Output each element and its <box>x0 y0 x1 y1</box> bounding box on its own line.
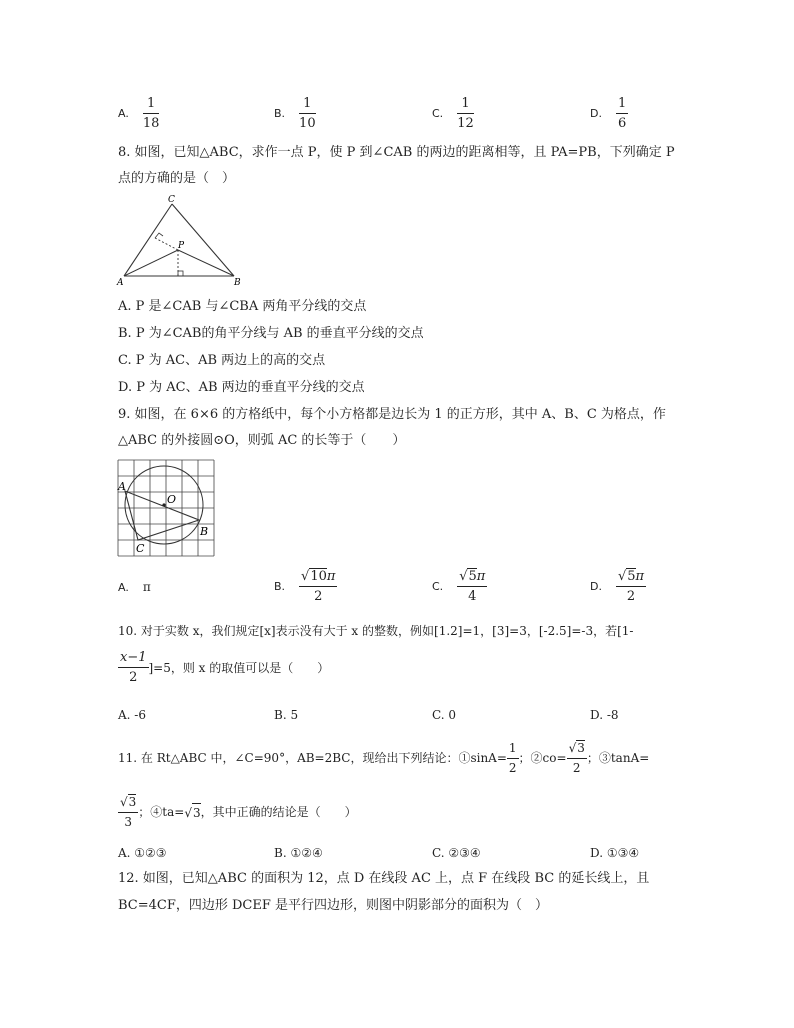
fraction: $\frac{1}{2}$ <box>508 740 517 775</box>
fraction: √ 3 3 <box>120 795 137 829</box>
q9-stem-line1: 9. 如图，在 6×6 的方格纸中，每个小方格都是边长为 1 的正方形，其中 A、B、C 为格点，作 <box>118 407 666 422</box>
q11-option-d[interactable]: D. ①③④ <box>590 846 640 860</box>
q10-option-d[interactable]: D. -8 <box>590 708 619 722</box>
fraction: $\frac{1}{10}$ <box>299 96 316 131</box>
q7-option-b[interactable] <box>274 96 316 131</box>
q9-option-c[interactable] <box>432 568 487 604</box>
q11-option-a[interactable]: A. ①②③ <box>118 846 167 860</box>
q9-grid-figure <box>116 458 216 558</box>
q7-option-a[interactable] <box>118 96 159 131</box>
side-bc <box>172 204 234 276</box>
q8-stem-line1: 8. 如图，已知△ABC，求作一点 P，使 P 到∠CAB 的两边的距离相等，且 PA=PB，下列确定 P <box>118 145 675 160</box>
perp-to-ac <box>155 238 178 250</box>
q8-option-a[interactable]: A. P 是∠CAB 与∠CBA 两角平分线的交点 <box>118 299 367 314</box>
label-o: O <box>167 493 177 506</box>
q9-option-a[interactable] <box>118 580 151 594</box>
fraction: √ 10 π 2 <box>301 569 336 604</box>
center-point <box>162 503 165 506</box>
label-a: A <box>118 480 126 493</box>
fraction: √ 3 2 <box>568 741 585 775</box>
label-c: C <box>136 542 145 555</box>
option-label: A. <box>118 580 129 594</box>
right-angle-mark <box>155 233 163 238</box>
option-label: C. <box>432 107 444 120</box>
q9-option-d[interactable] <box>590 568 646 604</box>
label-c: C <box>168 195 175 205</box>
option-label: B. <box>274 107 286 120</box>
right-angle-mark <box>178 271 183 276</box>
grid-6x6 <box>118 460 214 556</box>
option-label: A. <box>118 107 129 120</box>
q8-option-c[interactable]: C. P 为 AC、AB 两边上的高的交点 <box>118 353 326 368</box>
q10-stem-line1: 10. 对于实数 x，我们规定[x]表示没有大于 x 的整数，例如[1.2]=1，[3]=3，[-2.5]=-3，若[1- <box>118 624 634 638</box>
q7-option-d[interactable] <box>590 96 628 131</box>
sqrt: √ 3 <box>184 803 200 822</box>
q11-option-b[interactable]: B. ①②④ <box>274 846 323 860</box>
fraction: √ 5 π 4 <box>459 569 486 604</box>
q8-option-b[interactable]: B. P 为∠CAB的角平分线与 AB 的垂直平分线的交点 <box>118 326 424 341</box>
triangle-abc <box>125 491 199 540</box>
q10-option-a[interactable]: A. -6 <box>118 708 146 722</box>
side-ac <box>124 204 172 276</box>
q12-stem-line1: 12. 如图，已知△ABC 的面积为 12，点 D 在线段 AC 上，点 F 在线段 BC 的延长线上，且 <box>118 871 650 886</box>
q9-option-b[interactable] <box>274 568 337 604</box>
q8-option-d[interactable]: D. P 为 AC、AB 两边的垂直平分线的交点 <box>118 380 365 395</box>
sqrt: √ 5 <box>617 569 636 584</box>
q11-stem-line2: √ 3 3 ；④ta= √ 3 ，其中正确的结论是（ ） <box>120 795 357 829</box>
option-value: π <box>142 580 151 594</box>
q11-option-c[interactable]: C. ②③④ <box>432 846 481 860</box>
segment-pb <box>178 250 234 276</box>
label-a: A <box>117 278 124 288</box>
fraction: √ 5 π 2 <box>617 569 645 604</box>
label-p: P <box>178 241 185 251</box>
option-label: C. <box>432 579 444 593</box>
option-label: D. <box>590 107 602 120</box>
q7-option-c[interactable] <box>432 96 474 131</box>
q8-stem-line2: 点的方确的是（ ） <box>118 171 236 186</box>
q10-stem-line2: $\frac{x-1}{2}$ ]=5，则 x 的取值可以是（ ） <box>120 650 330 685</box>
fraction: $\frac{1}{12}$ <box>457 96 474 131</box>
option-label: B. <box>274 579 286 593</box>
fraction: $\frac{x-1}{2}$ <box>120 650 147 685</box>
option-label: D. <box>590 579 602 593</box>
sqrt: √ 3 <box>120 795 137 809</box>
q9-stem-line2: △ABC 的外接圆⊙O，则弧 AC 的长等于（ ） <box>118 433 406 448</box>
label-b: B <box>234 278 241 288</box>
q12-stem-line2: BC=4CF，四边形 DCEF 是平行四边形，则图中阴影部分的面积为（ ） <box>118 898 549 913</box>
fraction: $\frac{1}{18}$ <box>142 96 160 131</box>
label-b: B <box>200 525 209 538</box>
q8-triangle-figure <box>114 194 246 288</box>
sqrt: √ 5 <box>459 569 477 584</box>
sqrt: √ 3 <box>568 741 585 755</box>
q10-option-b[interactable]: B. 5 <box>274 708 299 722</box>
fraction: $\frac{1}{6}$ <box>617 96 627 131</box>
sqrt: √ 10 <box>301 569 327 584</box>
q10-option-c[interactable]: C. 0 <box>432 708 457 722</box>
q11-stem-line1: 11. 在 Rt△ABC 中，∠C=90°，AB=2BC，现给出下列结论：①sinA= $\frac{1}{2}$ ；②co= √ 3 2 ；③tanA= <box>118 740 650 775</box>
